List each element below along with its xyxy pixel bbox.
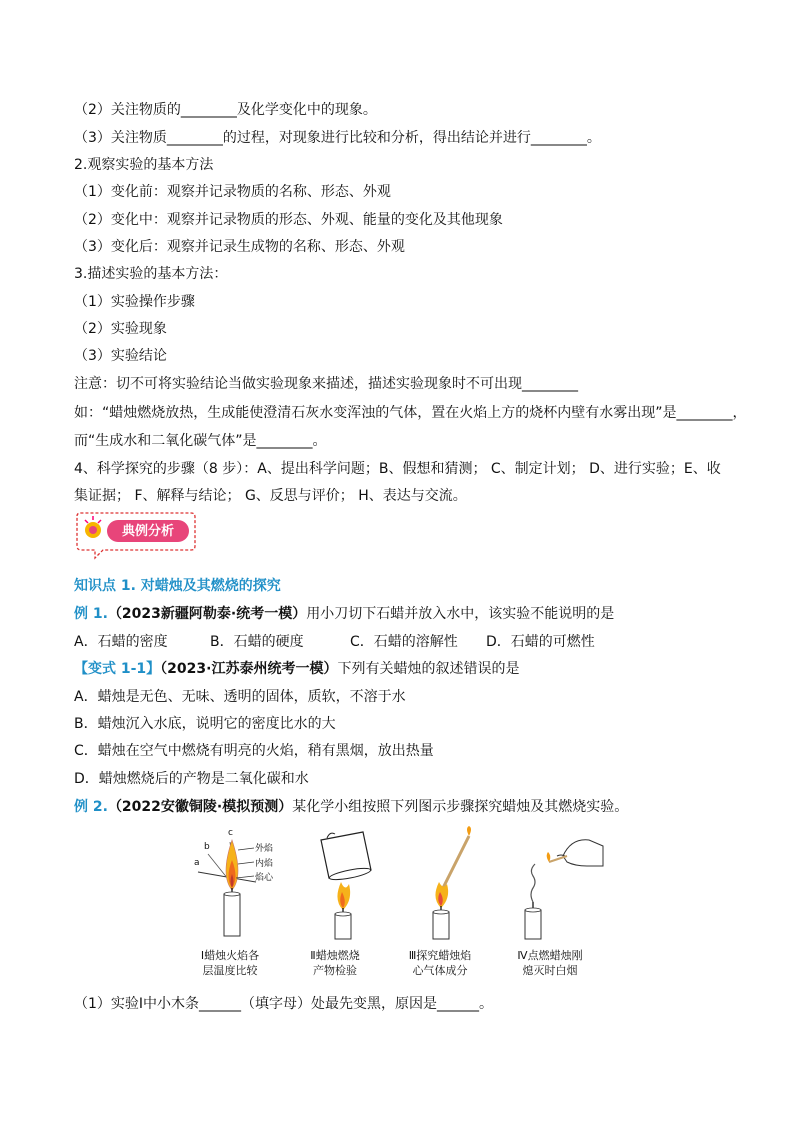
caption-4-line-2: 熄灭时白烟	[522, 964, 578, 977]
line-5: （2）变化中：观察并记录物质的形态、外观、能量的变化及其他现象	[74, 212, 503, 228]
line-2: （3）关注物质________的过程，对现象进行比较和分析，得出结论并进行________。	[74, 130, 601, 146]
variant-option-a: A．蜡烛是无色、无味、透明的固体，质软，不溶于水	[74, 689, 406, 705]
option-c: C．石蜡的溶解性	[350, 634, 458, 650]
example-source: （2022安徽铜陵·模拟预测）	[107, 799, 293, 815]
caption-2	[290, 948, 380, 978]
line-4: （1）变化前：观察并记录物质的名称、形态、外观	[74, 184, 391, 200]
flame-label-outer: 外焰	[255, 844, 274, 854]
variant-1-1	[74, 660, 519, 678]
line-3: 2.观察实验的基本方法	[74, 157, 214, 173]
figure-product-test	[305, 826, 385, 941]
flame-label-inner: 内焰	[255, 859, 274, 869]
figure-flame-layers	[190, 826, 290, 941]
figure-white-smoke	[505, 826, 605, 941]
option-b: B．石蜡的硬度	[210, 634, 304, 650]
caption-4-line-1: Ⅳ点燃蜡烛刚	[517, 949, 583, 962]
example-source: （2023新疆阿勒泰·统考一模）	[107, 606, 307, 622]
caption-3-line-2: 心气体成分	[412, 964, 468, 977]
variant-option-d: D．蜡烛燃烧后的产物是二氧化碳和水	[74, 771, 309, 787]
caption-2-line-2: 产物检验	[313, 964, 357, 977]
example-stem: 用小刀切下石蜡并放入水中，该实验不能说明的是	[306, 606, 615, 622]
line-15: 集证据； F、解释与结论； G、反思与评价； H、表达与交流。	[74, 488, 467, 504]
caption-1-line-2: 层温度比较	[202, 964, 258, 977]
caption-2-line-1: Ⅱ蜡烛燃烧	[310, 949, 360, 962]
variant-stem: 下列有关蜡烛的叙述错误的是	[337, 661, 520, 677]
stick-label-b: b	[204, 842, 210, 852]
stick-label-c: c	[228, 828, 233, 838]
stick-label-a: a	[194, 858, 200, 868]
line-6: （3）变化后：观察并记录生成物的名称、形态、外观	[74, 239, 405, 255]
line-13: 而“生成水和二氧化碳气体”是________。	[74, 433, 327, 449]
line-12: 如：“蜡烛燃烧放热，生成能使澄清石灰水变浑浊的气体，置在火焰上方的烧杯内壁有水雾出现”是________，	[74, 405, 747, 421]
example-1	[74, 605, 614, 623]
example-2	[74, 798, 628, 816]
line-11: 注意：切不可将实验结论当做实验现象来描述，描述实验现象时不可出现________	[74, 376, 578, 392]
variant-option-b: B．蜡烛沉入水底，说明它的密度比水的大	[74, 716, 336, 732]
caption-3	[395, 948, 485, 978]
caption-4	[505, 948, 595, 978]
caption-1	[185, 948, 275, 978]
variant-option-c: C．蜡烛在空气中燃烧有明亮的火焰，稍有黑烟，放出热量	[74, 743, 434, 759]
line-7: 3.描述实验的基本方法：	[74, 266, 228, 282]
example-label: 例 2.	[74, 799, 108, 815]
example-1-options	[74, 633, 595, 651]
line-1: （2）关注物质的________及化学变化中的现象。	[74, 102, 377, 118]
option-d: D．石蜡的可燃性	[486, 634, 595, 650]
figure-core-gas	[405, 826, 485, 941]
section-title: 知识点 1. 对蜡烛及其燃烧的探究	[74, 578, 281, 594]
flame-label-core: 焰心	[255, 873, 274, 883]
line-8: （1）实验操作步骤	[74, 294, 195, 310]
line-10: （3）实验结论	[74, 348, 167, 364]
line-9: （2）实验现象	[74, 321, 167, 337]
example-label: 例 1.	[74, 606, 108, 622]
variant-label: 【变式 1-1】	[74, 661, 161, 677]
option-a: A．石蜡的密度	[74, 634, 168, 650]
question-1: （1）实验Ⅰ中小木条______（填字母）处最先变黑，原因是______。	[74, 996, 494, 1012]
caption-1-line-1: Ⅰ蜡烛火焰各	[200, 949, 260, 962]
line-14: 4、科学探究的步骤（8 步）：A、提出科学问题；B、假想和猜测； C、制定计划； D、进行实验；E、收	[74, 461, 721, 477]
caption-3-line-1: Ⅲ探究蜡烛焰	[408, 949, 472, 962]
section-banner	[73, 510, 197, 560]
example-stem: 某化学小组按照下列图示步骤探究蜡烛及其燃烧实验。	[292, 799, 629, 815]
variant-source: （2023·江苏泰州统考一模）	[160, 661, 338, 677]
banner-text: 典例分析	[121, 524, 174, 539]
